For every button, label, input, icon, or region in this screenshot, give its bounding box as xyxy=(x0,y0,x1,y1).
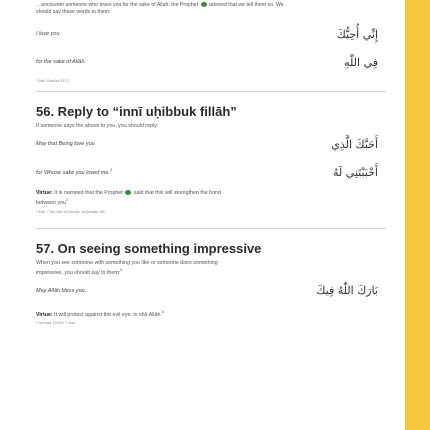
dua-row-3 xyxy=(36,130,386,158)
dua-arabic: إِنِّي أُحِبُّكَ xyxy=(336,27,378,41)
virtue-text: between you xyxy=(36,199,67,206)
footnote-marker: 5 xyxy=(120,267,123,272)
dua-row-5 xyxy=(36,277,386,305)
footnote: ⁵ Aḥmad 15700. ⁶ Ibid. xyxy=(36,320,76,326)
dua-row-2 xyxy=(36,48,386,76)
virtue-label: Virtue: xyxy=(36,311,53,318)
section-title-56: 56. Reply to “innī uḥibbuk fillāh” xyxy=(36,104,237,119)
virtue-paragraph xyxy=(36,190,386,207)
section-intro: If someone says the above to you, you should reply: xyxy=(36,123,159,129)
section-divider xyxy=(36,228,386,229)
dua-translation-text: for Whose sake you loved me. xyxy=(36,169,110,176)
intro-line-2: should say these words to them: xyxy=(36,9,111,15)
intro-line-1-end: advised that we tell them so. We xyxy=(208,2,284,8)
section-divider xyxy=(36,91,386,92)
dua-translation: for the sake of Allāh. xyxy=(36,59,86,65)
dua-translation xyxy=(36,168,112,176)
virtue-text: said that this will strengthen the bond xyxy=(133,190,221,196)
intro-line-1-start: …encounter someone who loves you for the sake of Allah, the Prophet xyxy=(36,2,199,8)
section-intro xyxy=(36,260,386,277)
intro-line-1 xyxy=(36,2,386,9)
section-title-57: 57. On seeing something impressive xyxy=(36,240,262,256)
intro-paragraph xyxy=(36,2,386,16)
dua-arabic: بَارَكَ اللّٰهُ فِيكَ xyxy=(316,284,378,298)
page-edge-band xyxy=(405,0,430,430)
dua-arabic: أَحَبَّكَ الَّذِي xyxy=(331,137,378,151)
dua-row-1 xyxy=(36,20,386,48)
salawat-seal-icon xyxy=(201,2,207,7)
footnote-marker: 6 xyxy=(161,309,164,314)
dua-translation: May Allāh bless you. xyxy=(36,287,87,294)
footnote: ¹ Abū Dāwūd 5127. xyxy=(36,78,71,83)
footnote-marker: 3 xyxy=(109,168,112,173)
salawat-seal-icon xyxy=(125,190,131,195)
virtue-text: It is narrated that the Prophet xyxy=(54,190,123,196)
intro-text: When you see someone with something you like or someone does something xyxy=(36,259,218,266)
dua-translation: May that Being love you xyxy=(36,141,95,147)
virtue-paragraph xyxy=(36,309,386,319)
virtue-label: Virtue: xyxy=(36,190,53,196)
dua-arabic: أَحْبَبْتَنِي لَهُ xyxy=(332,165,378,179)
dua-row-4 xyxy=(36,158,386,186)
dua-arabic: فِي اللّٰهِ xyxy=(344,55,378,69)
footnote-marker: 4 xyxy=(66,198,69,202)
dua-translation: I love you xyxy=(36,31,60,37)
intro-text: impressive, you should say to them: xyxy=(36,269,121,276)
page-content xyxy=(36,0,386,325)
virtue-text: It will protect against the evil eye, in shā Allāh. xyxy=(54,311,162,318)
footnote: ³ Ibid. ⁴ Ibn Abī al-Dunyā, al-Ikhwān 68. xyxy=(36,208,106,214)
